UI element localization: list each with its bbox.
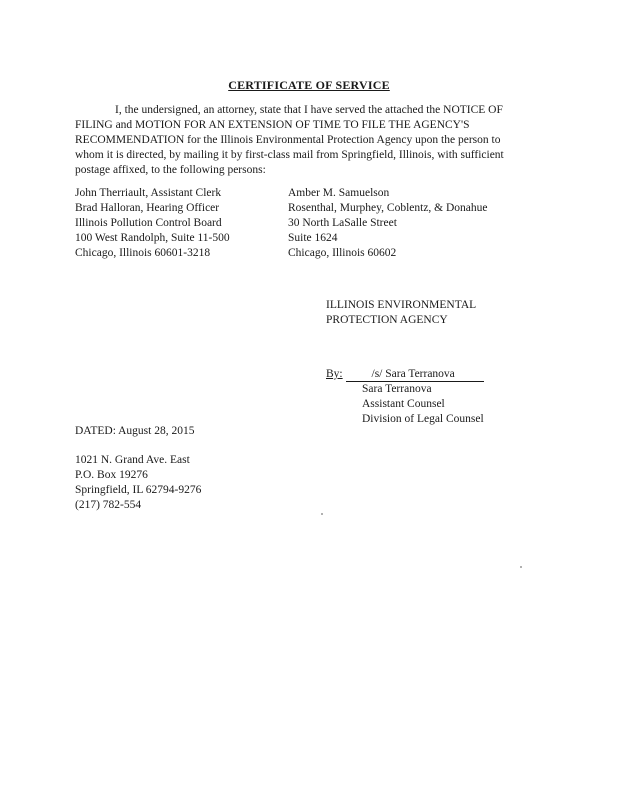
address-line: John Therriault, Assistant Clerk bbox=[75, 187, 222, 199]
service-statement: I, the undersigned, an attorney, state that I have served the attached the NOTICE OF FILING and MOTION FOR AN EXTENSION OF TIME TO FILE THE AGENCY'S RECOMMENDATION for the Illinois Environmental Protection Agency upon the person to whom it is directed, by mailing it by first-class mail from Springfield, Illinois, with sufficient postage affixed, to the following persons: bbox=[75, 104, 504, 176]
electronic-signature: /s/ Sara Terranova bbox=[346, 368, 484, 382]
return-address bbox=[75, 453, 201, 513]
address-line: Chicago, Illinois 60601-3218 bbox=[75, 247, 211, 259]
address-line: 100 West Randolph, Suite 11-500 bbox=[75, 232, 230, 244]
by-label: By: bbox=[326, 368, 343, 380]
address-line: 1021 N. Grand Ave. East bbox=[75, 454, 190, 466]
address-line: (217) 782-554 bbox=[75, 499, 142, 511]
agency-line-2: PROTECTION AGENCY bbox=[326, 314, 448, 326]
recipient-address-2 bbox=[288, 186, 488, 261]
address-line: Suite 1624 bbox=[288, 232, 338, 244]
address-line: P.O. Box 19276 bbox=[75, 469, 148, 481]
date-line: DATED: August 28, 2015 bbox=[75, 425, 195, 437]
signature-line bbox=[326, 367, 484, 382]
agency-name bbox=[326, 298, 476, 328]
address-line: Brad Halloran, Hearing Officer bbox=[75, 202, 220, 214]
address-line: Chicago, Illinois 60602 bbox=[288, 247, 397, 259]
signer-name: Sara Terranova bbox=[362, 383, 432, 395]
signature-block bbox=[326, 367, 484, 427]
signer-division: Division of Legal Counsel bbox=[362, 413, 484, 425]
document-title: CERTIFICATE OF SERVICE bbox=[228, 78, 390, 92]
address-line: Springfield, IL 62794-9276 bbox=[75, 484, 202, 496]
address-line: Amber M. Samuelson bbox=[288, 187, 390, 199]
signer-title: Assistant Counsel bbox=[362, 398, 445, 410]
recipient-address-1 bbox=[75, 186, 230, 261]
address-line: 30 North LaSalle Street bbox=[288, 217, 397, 229]
scan-speck bbox=[321, 513, 323, 515]
address-line: Illinois Pollution Control Board bbox=[75, 217, 222, 229]
scan-speck bbox=[520, 566, 522, 568]
agency-line-1: ILLINOIS ENVIRONMENTAL bbox=[326, 299, 477, 311]
address-line: Rosenthal, Murphey, Coblentz, & Donahue bbox=[288, 202, 488, 214]
